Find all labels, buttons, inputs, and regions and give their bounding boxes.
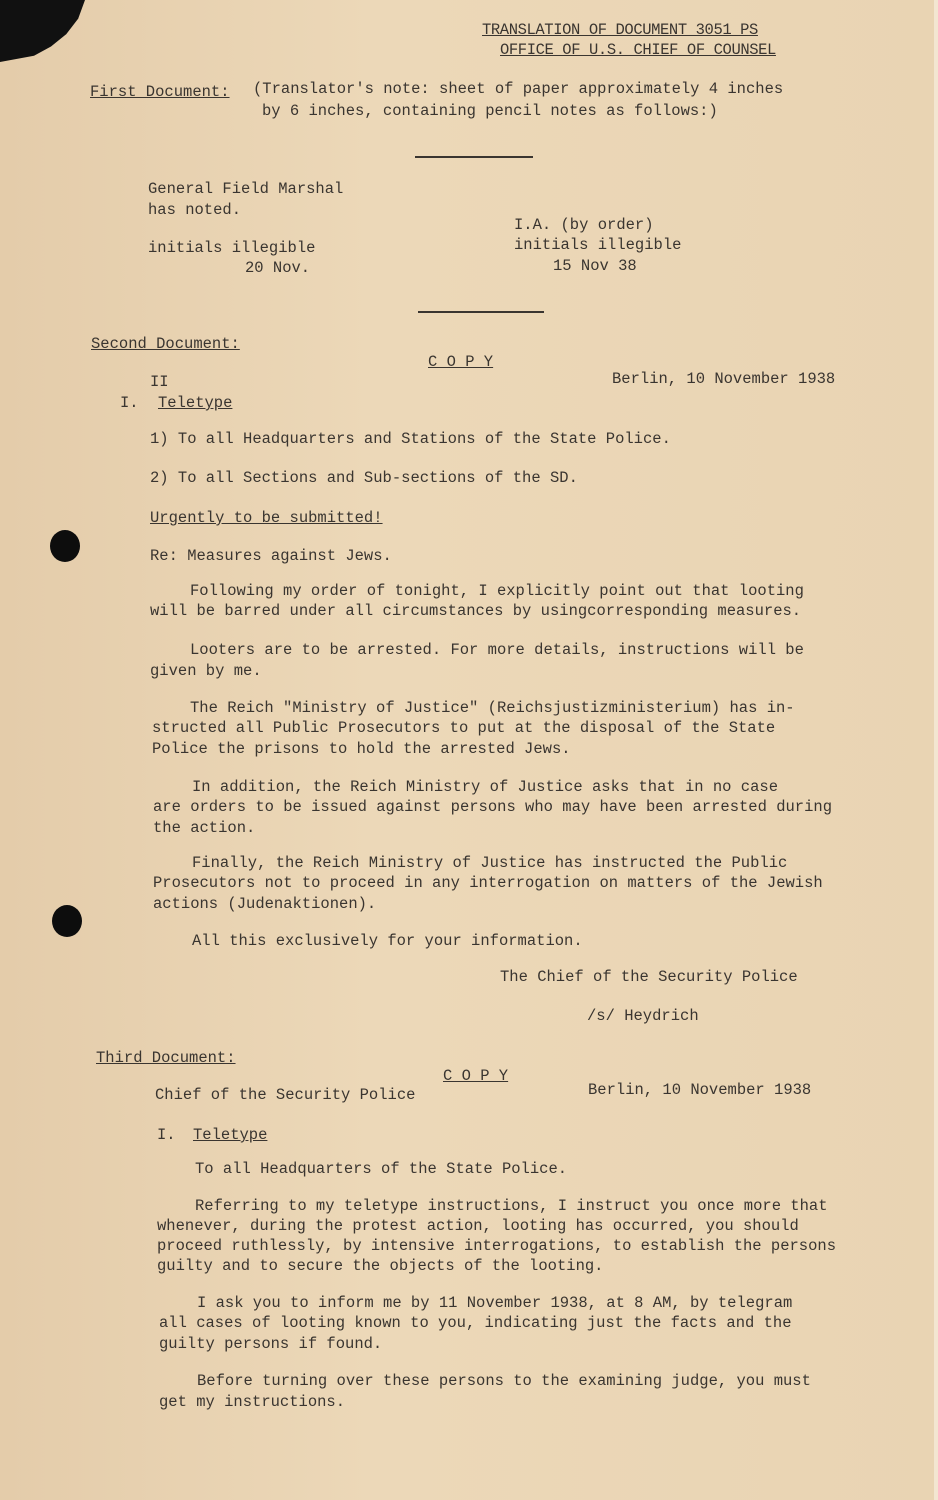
- paragraph-line: given by me.: [150, 662, 262, 680]
- header-line-1: TRANSLATION OF DOCUMENT 3051 PS: [482, 21, 758, 39]
- paragraph-line: Police the prisons to hold the arrested Jews.: [152, 740, 571, 758]
- right-date: 15 Nov 38: [553, 257, 637, 275]
- subject-line: Re: Measures against Jews.: [150, 547, 392, 565]
- translator-note-line-2: by 6 inches, containing pencil notes as follows:): [262, 102, 718, 120]
- separator-1: [415, 156, 533, 158]
- left-initials: initials illegible: [148, 239, 316, 257]
- right-initials: initials illegible: [514, 236, 682, 254]
- paragraph-line: actions (Judenaktionen).: [153, 895, 377, 913]
- paragraph-line: Referring to my teletype instructions, I instruct you once more that: [195, 1197, 828, 1215]
- roman-numeral: II: [150, 373, 169, 391]
- third-document-date: Berlin, 10 November 1938: [588, 1081, 812, 1099]
- paragraph-line: the action.: [153, 819, 256, 837]
- paragraph-line: I ask you to inform me by 11 November 1938, at 8 AM, by telegram: [197, 1294, 793, 1312]
- third-sender: Chief of the Security Police: [155, 1086, 416, 1104]
- paragraph-line: guilty and to secure the objects of the looting.: [157, 1257, 604, 1275]
- paragraph-line: are orders to be issued against persons who may have been arrested during: [153, 798, 833, 816]
- punch-hole-top: [50, 530, 80, 562]
- left-date: 20 Nov.: [245, 259, 311, 277]
- third-item-number: I.: [157, 1126, 176, 1144]
- recipient-1: 1) To all Headquarters and Stations of the State Police.: [150, 430, 671, 448]
- recipient-2: 2) To all Sections and Sub-sections of the SD.: [150, 469, 578, 487]
- paragraph-line: Before turning over these persons to the examining judge, you must: [197, 1372, 811, 1390]
- paragraph-line: structed all Public Prosecutors to put at the disposal of the State: [152, 719, 776, 737]
- separator-2: [418, 311, 544, 313]
- torn-corner: [0, 0, 85, 62]
- translator-note-line-1: (Translator's note: sheet of paper approximately 4 inches: [253, 80, 784, 98]
- second-document-date: Berlin, 10 November 1938: [612, 370, 836, 388]
- item-number: I.: [120, 394, 139, 412]
- paragraph-line: proceed ruthlessly, by intensive interrogations, to establish the persons: [157, 1237, 837, 1255]
- paragraph-line: Prosecutors not to proceed in any interrogation on matters of the Jewish: [153, 874, 823, 892]
- paragraph-line: all cases of looting known to you, indicating just the facts and the: [159, 1314, 792, 1332]
- field-marshal-note-2: has noted.: [148, 201, 242, 219]
- paragraph-line: Following my order of tonight, I explicitly point out that looting: [190, 582, 804, 600]
- teletype-heading: Teletype: [158, 394, 233, 412]
- page-edge: [934, 0, 938, 1500]
- signature-title: The Chief of the Security Police: [500, 968, 798, 986]
- paragraph-line: In addition, the Reich Ministry of Justice asks that in no case: [192, 778, 778, 796]
- paragraph-line: Finally, the Reich Ministry of Justice has instructed the Public: [192, 854, 788, 872]
- third-document-label: Third Document:: [96, 1049, 236, 1067]
- third-teletype-heading: Teletype: [193, 1126, 268, 1144]
- second-document-label: Second Document:: [91, 335, 240, 353]
- signature: /s/ Heydrich: [587, 1007, 699, 1025]
- ia-note: I.A. (by order): [514, 216, 654, 234]
- third-recipient: To all Headquarters of the State Police.: [195, 1160, 568, 1178]
- paragraph-line: guilty persons if found.: [159, 1335, 383, 1353]
- first-document-label: First Document:: [90, 83, 230, 101]
- paragraph-line: The Reich "Ministry of Justice" (Reichsjustizministerium) has in-: [190, 699, 795, 717]
- urgent-notice: Urgently to be submitted!: [150, 509, 383, 527]
- paragraph-line: Looters are to be arrested. For more details, instructions will be: [190, 641, 804, 659]
- paragraph-line: get my instructions.: [159, 1393, 346, 1411]
- third-copy-label: C O P Y: [443, 1067, 509, 1085]
- second-copy-label: C O P Y: [428, 353, 494, 371]
- paragraph-line: whenever, during the protest action, looting has occurred, you should: [157, 1217, 799, 1235]
- header-line-2: OFFICE OF U.S. CHIEF OF COUNSEL: [500, 41, 776, 59]
- field-marshal-note: General Field Marshal: [148, 180, 344, 198]
- punch-hole-bottom: [52, 905, 82, 937]
- paragraph-line: will be barred under all circumstances by usingcorresponding measures.: [150, 602, 802, 620]
- paragraph-line: All this exclusively for your information.: [192, 932, 583, 950]
